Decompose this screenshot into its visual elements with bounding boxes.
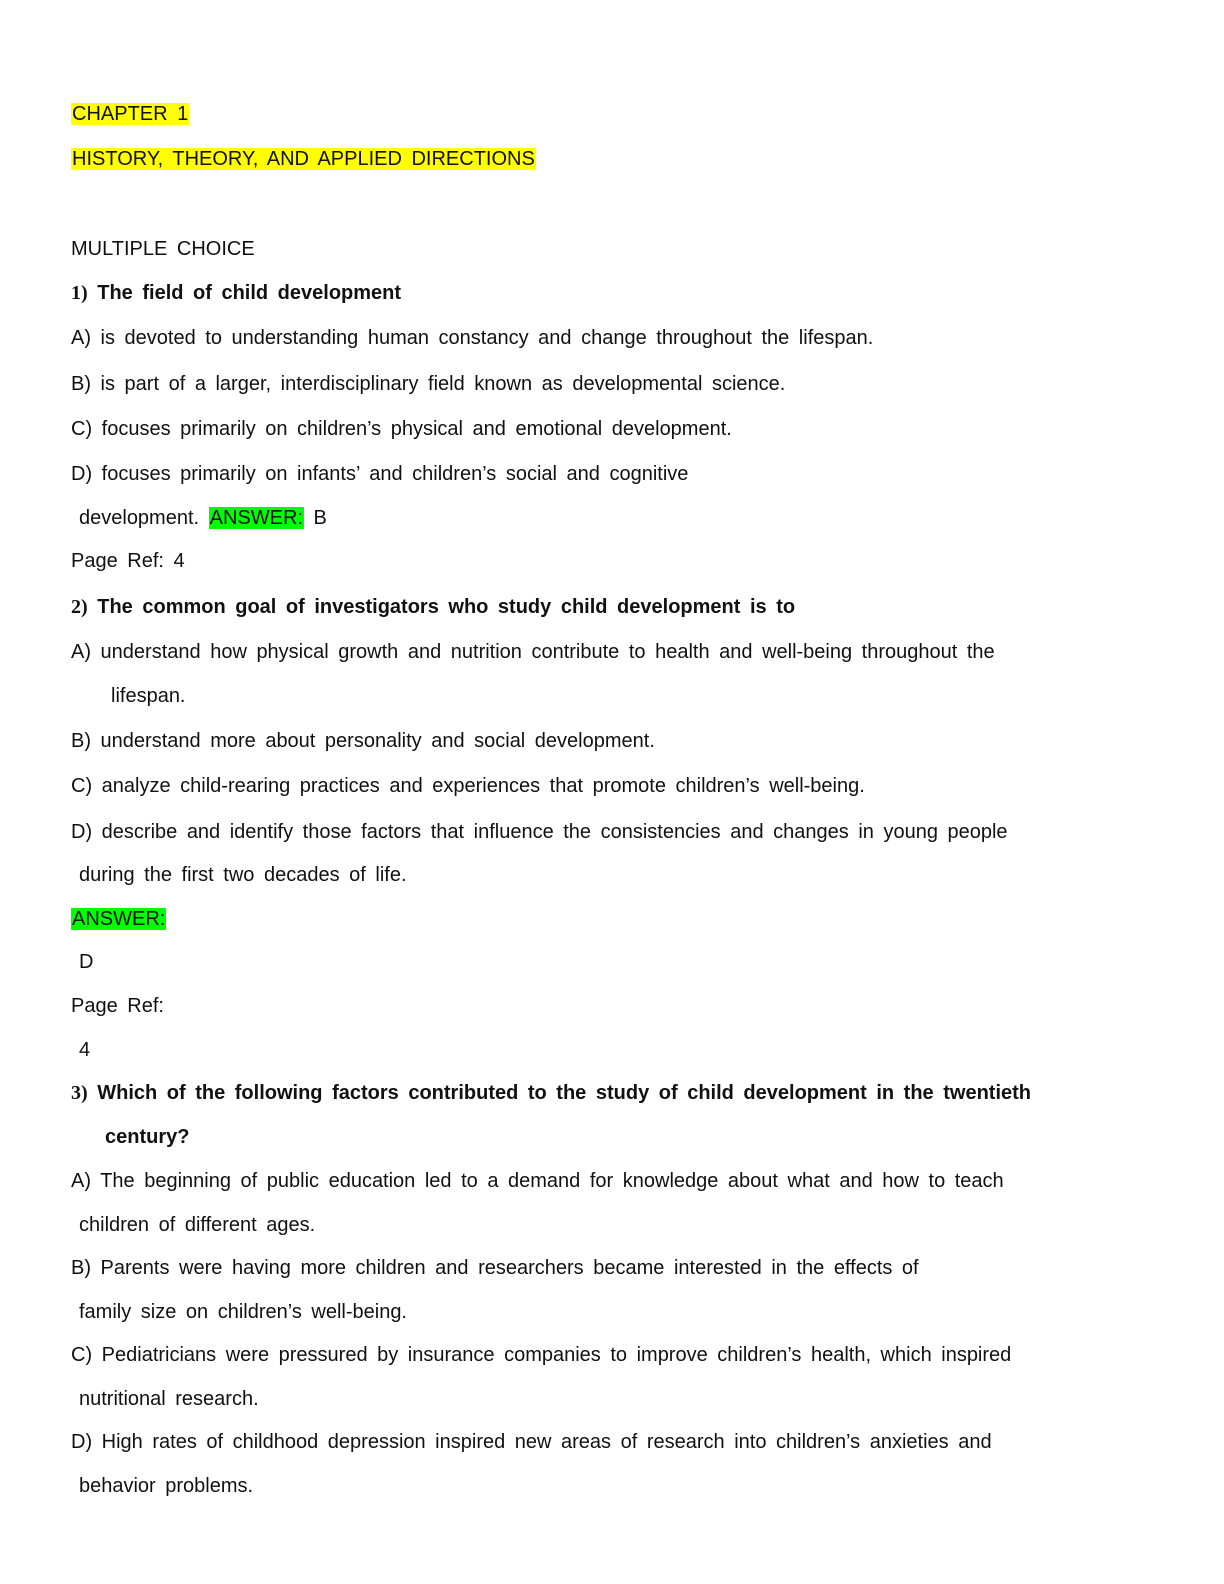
q1-page-ref: Page Ref: 4 (71, 550, 185, 572)
q2-option-a-cont: lifespan. (111, 685, 186, 707)
q3-option-c: C) Pediatricians were pressured by insurance companies to improve children’s health, which inspired (71, 1344, 1012, 1366)
chapter-title-line (71, 147, 536, 171)
q2-page-ref-label: Page Ref: (71, 995, 164, 1017)
q2-answer-label-line (71, 907, 166, 931)
chapter-heading (71, 102, 189, 126)
q1-option-d-cont (79, 506, 327, 530)
q1-option-b: B) is part of a larger, interdisciplinary field known as developmental science. (71, 373, 786, 395)
question-2-stem (71, 595, 795, 619)
q2-page-ref-value: 4 (79, 1039, 91, 1061)
question-text: The common goal of investigators who study child development is to (97, 596, 796, 618)
q1-option-d: D) focuses primarily on infants’ and children’s social and cognitive (71, 463, 689, 485)
answer-label: ANSWER: (209, 507, 303, 529)
chapter-label: CHAPTER 1 (72, 103, 189, 125)
q1-option-d-cont-text: development. (79, 507, 200, 529)
q2-option-a: A) understand how physical growth and nutrition contribute to health and well-being throughout the (71, 641, 995, 663)
question-3-stem (71, 1081, 1031, 1105)
q1-option-c: C) focuses primarily on children’s physical and emotional development. (71, 418, 732, 440)
question-number: 2) (71, 596, 88, 618)
q2-option-d-cont: during the first two decades of life. (79, 864, 407, 886)
question-3-stem-cont: century? (105, 1126, 190, 1148)
q2-option-c: C) analyze child-rearing practices and experiences that promote children’s well-being. (71, 775, 865, 797)
q3-option-a-cont: children of different ages. (79, 1214, 316, 1236)
q3-option-b-cont: family size on children’s well-being. (79, 1301, 407, 1323)
q1-option-a: A) is devoted to understanding human constancy and change throughout the lifespan. (71, 327, 874, 349)
q3-option-d: D) High rates of childhood depression inspired new areas of research into children’s anxieties and (71, 1431, 992, 1453)
answer-label: ANSWER: (72, 908, 166, 930)
q1-answer-value: B (313, 507, 327, 529)
q2-option-d: D) describe and identify those factors that influence the consistencies and changes in young people (71, 821, 1008, 843)
q3-option-c-cont: nutritional research. (79, 1388, 259, 1410)
q2-answer-value: D (79, 951, 94, 973)
chapter-title: HISTORY, THEORY, AND APPLIED DIRECTIONS (72, 148, 535, 170)
q3-option-d-cont: behavior problems. (79, 1475, 254, 1497)
question-1-stem (71, 281, 401, 305)
section-label: MULTIPLE CHOICE (71, 238, 255, 260)
question-text: The field of child development (97, 282, 402, 304)
question-text: Which of the following factors contributed to the study of child development in the twentieth (97, 1082, 1031, 1104)
q3-option-b: B) Parents were having more children and researchers became interested in the effects of (71, 1257, 919, 1279)
question-number: 1) (71, 282, 88, 304)
q2-option-b: B) understand more about personality and social development. (71, 730, 655, 752)
question-number: 3) (71, 1082, 88, 1104)
q3-option-a: A) The beginning of public education led to a demand for knowledge about what and how to teach (71, 1170, 1004, 1192)
